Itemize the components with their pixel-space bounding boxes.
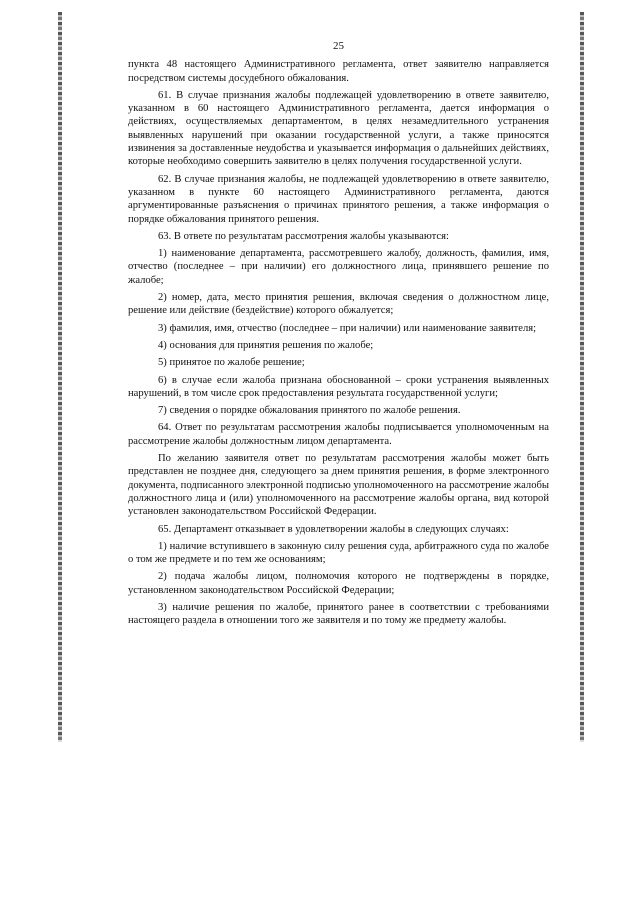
list-item-63-1: 1) наименование департамента, рассмотревшего жалобу, должность, фамилия, имя, отчество (последнее – при наличии) его должностного лица, принявшего решение по жалобе; xyxy=(128,248,549,286)
scan-edge-right xyxy=(580,12,584,742)
list-item-63-5: 5) принятое по жалобе решение; xyxy=(158,357,305,369)
list-item-63-4: 4) основания для принятия решения по жалобе; xyxy=(158,339,374,351)
paragraph-61: 61. В случае признания жалобы подлежащей удовлетворению в ответе заявителю, указанном в 60 настоящего Административного регламента, дается информация о действиях, осуществляемых департаментом, в целях незамедлительного устранения выявленных нарушений при оказании государственной услуги, а также приносятся извинения за доставленные неудобства и указывается информация о дальнейших действиях, которые необходимо совершить заявителю в целях получения государственной услуги. xyxy=(128,89,549,168)
list-item-63-6: 6) в случае если жалоба признана обоснованной – сроки устранения выявленных нарушений, в том числе срок предоставления результата государственной услуги; xyxy=(128,374,549,399)
list-item-63-7: 7) сведения о порядке обжалования принятого по жалобе решения. xyxy=(158,405,461,417)
document-page xyxy=(128,40,549,632)
scan-edge-left xyxy=(58,12,62,742)
paragraph-62: 62. В случае признания жалобы, не подлежащей удовлетворению в ответе заявителю, указанном в пункте 60 настоящего Административного регламента, даются аргументированные разъяснения о причинах принятого решения, а также информация о порядке обжалования принятого решения. xyxy=(128,173,549,225)
list-item-63-2: 2) номер, дата, место принятия решения, включая сведения о должностном лице, решение или действие (бездействие) которого обжалуется; xyxy=(128,292,549,317)
paragraph-64: 64. Ответ по результатам рассмотрения жалобы подписывается уполномоченным на рассмотрение жалобы должностным лицом департамента. xyxy=(128,422,549,447)
page-number: 25 xyxy=(333,40,344,52)
paragraph-65: 65. Департамент отказывает в удовлетворении жалобы в следующих случаях: xyxy=(158,523,509,535)
list-item-63-3: 3) фамилия, имя, отчество (последнее – при наличии) или наименование заявителя; xyxy=(158,322,537,334)
paragraph-continuation: пункта 48 настоящего Административного регламента, ответ заявителю направляется посредством системы досудебного обжалования. xyxy=(128,59,549,84)
list-item-65-2: 2) подача жалобы лицом, полномочия которого не подтверждены в порядке, установленном законодательством Российской Федерации; xyxy=(128,571,549,596)
paragraph-electronic-response: По желанию заявителя ответ по результатам рассмотрения жалобы может быть представлен не позднее дня, следующего за днем принятия решения, в форме электронного документа, подписанного электронной подписью уполномоченного на рассмотрение жалобы должностного лица и (или) уполномоченного на рассмотрение жалобы органа, вид которой установлен законодательством Российской Федерации. xyxy=(128,453,549,518)
list-item-65-3: 3) наличие решения по жалобе, принятого ранее в соответствии с требованиями настоящего раздела в отношении того же заявителя и по тому же предмету жалобы. xyxy=(128,601,549,627)
paragraph-63: 63. В ответе по результатам рассмотрения жалобы указываются: xyxy=(158,230,449,242)
list-item-65-1: 1) наличие вступившего в законную силу решения суда, арбитражного суда по жалобе о том же предмете и по тем же основаниям; xyxy=(128,540,549,566)
